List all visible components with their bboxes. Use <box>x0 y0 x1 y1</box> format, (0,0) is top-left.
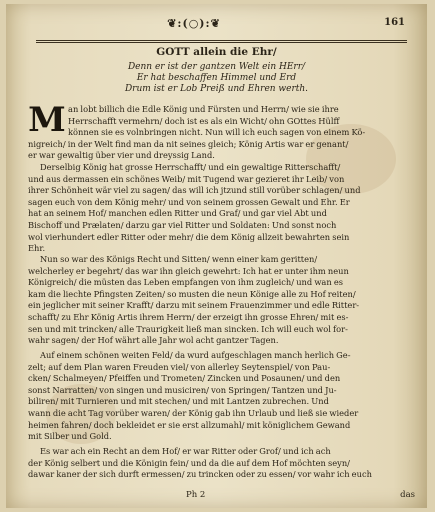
signature-mark: Ph 2 <box>186 490 206 500</box>
catchword: das <box>400 490 415 500</box>
text-line: ein jeglicher mit seiner Krafft/ darzu mit seinem Frauenzimmer und edle Ritter- <box>28 300 360 311</box>
text-line: wahr sagen/ der Hof währt alle Jahr wol acht gantzer Tagen. <box>28 335 279 346</box>
text-line: an lobt billich die Edle König und Fürsten und Herrn/ wie sie ihre <box>68 104 339 114</box>
text-line: können sie es volnbringen nicht. Nun will ich euch sagen von einem Kö- <box>68 127 366 138</box>
page-footer <box>6 490 427 502</box>
text-line: dawar kaner der sich durft ermessen/ zu trincken oder zu essen/ vor wahr ich euch <box>28 469 372 480</box>
drop-cap: M <box>28 100 66 140</box>
text-line: und aus dermassen ein schönes Weib/ mit Tugend war gezieret ihr Leib/ von <box>28 173 345 184</box>
header-ornament <box>64 17 324 30</box>
paragraph-1 <box>28 100 408 255</box>
text-line: wol vierhundert edler Ritter oder mehr/ die dem König allzeit bewahrten sein <box>28 231 350 242</box>
text-line: welcherley er begehrt/ das war ihn gleich gewehrt: Ich hat er unter ihm neun <box>28 265 349 276</box>
text-line: nigreich/ in der Welt find man da nit seines gleich; König Artis war er genant/ <box>28 138 349 149</box>
text-line: sagen euch von dem König mehr/ und von seinem grossen Gewalt und Ehr. Er <box>28 196 350 207</box>
text-line: biliren/ mit Turnieren und mit stechen/ und mit Lantzen zubrechen. Und <box>28 396 329 407</box>
text-line: er war gewaltig über vier und dreyssig Land. <box>28 150 215 161</box>
text-line: Ehr. <box>28 243 46 254</box>
verse-line: Er hat beschaffen Himmel und Erd <box>136 73 297 83</box>
verse-line: Denn er ist der gantzen Welt ein HErr/ <box>127 62 306 72</box>
text-line: ihrer Schönheit wär viel zu sagen/ das will ich jtzund still vorüber schlagen/ und <box>28 185 361 196</box>
header-rule <box>36 40 407 41</box>
text-line: Nun so war des Königs Recht und Sitten/ wenn einer kam geritten/ <box>40 254 318 264</box>
text-line: Derselbig König hat grosse Herrschafft/ und ein gewaltige Ritterschafft/ <box>40 161 341 172</box>
text-line: Auf einem schönen weiten Feld/ da wurd aufgeschlagen manch herlich Ge- <box>40 350 351 360</box>
text-line: sonst Narratten/ von singen und musiciren/ von Springen/ Tantzen und Ju- <box>28 384 337 395</box>
header-rule <box>36 42 407 43</box>
text-line: wann die acht Tag vorüber waren/ der König gab ihn Urlaub und ließ sie wieder <box>28 407 359 418</box>
text-line: cken/ Schalmeyen/ Pfeiffen und Trometen/ Zincken und Posaunen/ und den <box>28 373 341 384</box>
paragraph-2 <box>28 254 408 347</box>
text-line: sen und mit trincken/ alle Traurigkeit ließ man sincken. Ich will euch wol for- <box>28 323 348 334</box>
paragraph-3 <box>28 350 408 443</box>
text-line: Es war ach ein Recht an dem Hof/ er war Ritter oder Grof/ und ich ach <box>40 446 331 456</box>
paragraph-4 <box>28 446 408 481</box>
text-line: hat an seinem Hof/ manchen edlen Ritter und Graf/ und gar viel Abt und <box>28 208 327 219</box>
page-number: 161 <box>384 17 405 28</box>
text-line: Bischoff und Prælaten/ darzu gar viel Ritter und Soldaten: Und sonst noch <box>28 219 337 230</box>
verse-line: Drum ist er Lob Preiß und Ehren werth. <box>124 84 309 94</box>
text-line: Königreich/ die müsten das Leben empfangen von ihm zugleich/ und wan es <box>28 277 344 288</box>
ornament-text: ❦:(○):❦ <box>167 17 221 30</box>
text-line: mit Silber und Gold. <box>28 431 112 442</box>
text-line: der König selbert und die Königin fein/ und da die auf dem Hof möchten seyn/ <box>28 457 350 468</box>
book-page <box>6 4 427 508</box>
text-line: zelt; auf dem Plan waren Freuden viel/ von allerley Seytenspiel/ von Pau- <box>28 361 331 372</box>
text-line: schafft/ zu Ehr König Artis ihrem Herrn/ der erzeigt ihn grosse Ehren/ mit es- <box>28 311 349 322</box>
text-line: kam die liechte Pfingsten Zeiten/ so musten die neun Könige alle zu Hof reiten/ <box>28 288 356 299</box>
page-heading: GOTT allein die Ehr/ <box>156 46 277 58</box>
text-line: Herrschafft vermehrn/ doch ist es als ein Wicht/ ohn GOttes Hülff <box>68 115 340 126</box>
text-line: heimen fahren/ doch bekleidet er sie erst allzumahl/ mit königlichem Gewand <box>28 419 351 430</box>
